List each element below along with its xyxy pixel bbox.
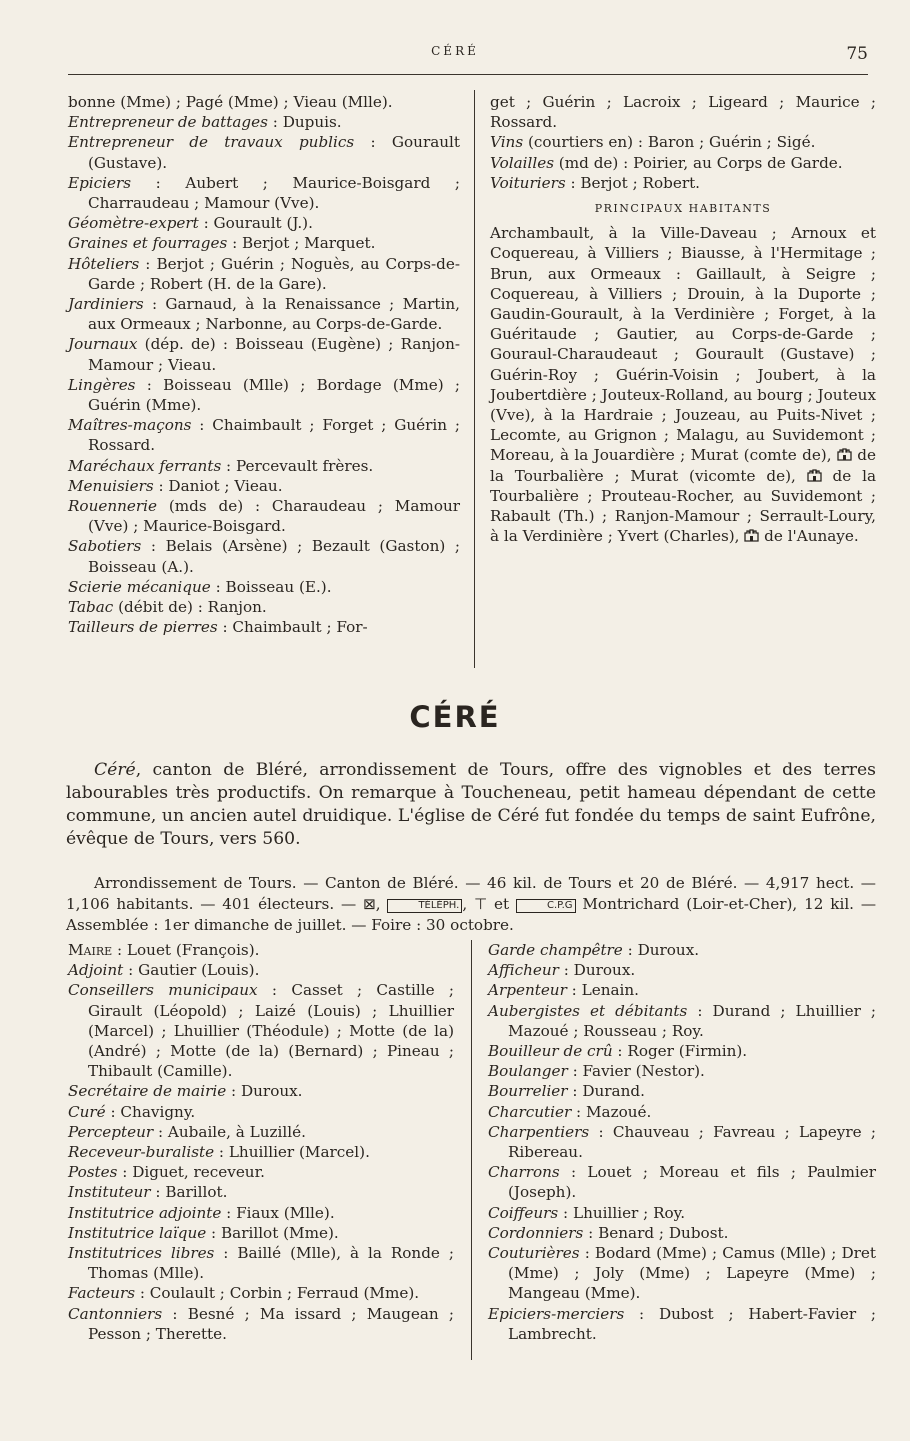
directory-column-top-left — [68, 92, 460, 637]
entry-label: Instituteur — [68, 1183, 151, 1202]
entry-text: : Duroux. — [558, 961, 636, 980]
entry-label: Institutrice adjointe — [68, 1203, 222, 1222]
directory-column-bottom-right — [488, 940, 876, 1344]
post-office-icon: ⊠ — [363, 895, 376, 913]
principaux-text-1: Archambault, à la Ville-Daveau ; Arnoux et Coquereau, à Villiers ; Biausse, à l'Hermitage ; Brun, aux Ormeaux : Gaillault, à Seigre ; Coquereau, à Villiers ; Drouin, à la Duporte ; Gaudin-Gourault, à la Verdinière ; Forget, à la Guéritaude ; Gautier, au Corps-de-Garde ; Gouraul-Charaudeaut ; Gourault (Gustave) ; Guérin-Roy ; Guérin-Voisin ; Joubert, à la Joubertdière ; Jouteux-Rolland, au bourg ; Jouteux (Vve), à la Hardraie ; Jouzeau, au Puits-Nivet ; Lecomte, au Grignon ; Malagu, au Suvidemont ; Moreau, à la Jouardière ; Murat (comte de), — [490, 224, 877, 465]
entry-label: Cordonniers — [488, 1223, 584, 1242]
entry-label: Charpentiers — [488, 1122, 590, 1141]
entry-text: : Mazoué. — [571, 1102, 652, 1121]
intro-rest: , canton de Bléré, arrondissement de Tours, offre des vignobles et des terres labourables très productifs. On remarque à Toucheneau, petit hameau dépendant de cette commune, un ancien autel druidique. L'église de Céré fut fondée du temps de saint Eufrône, évêque de Tours, vers 560. — [66, 760, 876, 849]
stats-part-a: Arrondissement de Tours. — Canton de Bléré. — 46 kil. de Tours et 20 de Bléré. — 4,917 hect. — 1,106 habitants. — 401 électeurs. — — [66, 874, 876, 913]
entry-label: Boulanger — [488, 1062, 568, 1081]
entry-text: (md de) : Poirier, au Corps de Garde. — [553, 153, 843, 172]
stats-paragraph: Arrondissement de Tours. — Canton de Bléré. — 46 kil. de Tours et 20 de Bléré. — 4,917 hect. — 1,106 habitants. — 401 électeurs. — ⊠, TÉLÉPH. , ⊤ et C.P.G Montrichard (Loir-et-Cher), 12 kil. — Assemblée : 1er dimanche de juillet. — Foire : 30 octobre. — [66, 874, 877, 934]
entry-text: : Garnaud, à la Renaissance ; Martin, aux Ormeaux ; Narbonne, au Corps-de-Garde. — [88, 295, 460, 334]
directory-entry — [490, 173, 876, 193]
intro-first-word: Céré — [94, 760, 136, 780]
entry-label: Facteurs — [68, 1284, 135, 1303]
directory-entry — [68, 1081, 454, 1101]
entry-text: : Duroux. — [622, 941, 700, 959]
commune-stats — [66, 873, 876, 936]
entry-label: Volailles — [490, 153, 554, 172]
castle-icon — [744, 529, 759, 542]
entry-text: (dép. de) : Boisseau (Eugène) ; Ranjon-Mamour ; Vieau. — [88, 335, 460, 374]
directory-entry — [490, 132, 876, 152]
directory-entry — [68, 577, 460, 597]
entry-text: : Barillot (Mme). — [206, 1223, 339, 1242]
column-divider-top — [474, 90, 475, 668]
entry-text: : Boisseau (E.). — [210, 577, 332, 596]
entry-text: (courtiers en) : Baron ; Guérin ; Sigé. — [523, 133, 816, 152]
entry-label: Coiffeurs — [488, 1203, 559, 1222]
entry-label: Cantonniers — [68, 1304, 163, 1323]
entry-label: Rouennerie — [68, 497, 158, 516]
entry-label: Secrétaire de mairie — [68, 1082, 227, 1101]
entry-label: Postes — [68, 1163, 118, 1182]
entry-label: Garde champêtre — [488, 941, 623, 959]
entry-label: Sabotiers — [68, 537, 142, 556]
directory-entry — [68, 940, 454, 960]
directory-entry — [68, 132, 460, 172]
directory-column-top-right — [490, 92, 876, 546]
entry-text: : Coulault ; Corbin ; Ferraud (Mme). — [135, 1284, 420, 1303]
directory-entry — [490, 153, 876, 173]
entry-text: : Barillot. — [150, 1183, 228, 1202]
directory-entry — [488, 1243, 876, 1304]
entry-text: : Berjot ; Guérin ; Noguès, au Corps-de-Garde ; Robert (H. de la Gare). — [88, 254, 460, 293]
entry-text: : Chaimbault ; For- — [217, 618, 368, 637]
entry-text: : Dupuis. — [267, 113, 342, 132]
directory-entry — [68, 980, 454, 1081]
entry-text: (débit de) : Ranjon. — [113, 598, 267, 617]
directory-entry — [68, 1102, 454, 1122]
directory-entry — [68, 334, 460, 374]
directory-entry — [68, 1283, 454, 1303]
entry-label: Jardiniers — [68, 295, 144, 314]
directory-entry — [68, 375, 460, 415]
entry-label: Institutrices libres — [68, 1244, 215, 1263]
entry-text: : Percevault frères. — [221, 456, 374, 475]
entry-text: : Berjot ; Robert. — [565, 173, 701, 192]
intro-paragraph — [66, 759, 876, 851]
directory-entry — [68, 1203, 454, 1223]
entry-label: Epiciers — [68, 173, 132, 192]
directory-entry — [488, 1304, 876, 1344]
directory-entry — [68, 254, 460, 294]
entry-label: Bourrelier — [488, 1082, 568, 1101]
entry-text: : Baillé (Mlle), à la Ronde ; Thomas (Mlle). — [88, 1244, 454, 1283]
principaux-heading: PRINCIPAUX HABITANTS — [594, 202, 772, 216]
entry-label: Tabac — [68, 598, 114, 617]
entry-text: : Lenain. — [566, 981, 640, 1000]
entry-label: Lingères — [68, 375, 136, 394]
entry-text: : Favier (Nestor). — [567, 1062, 705, 1081]
directory-entry — [488, 1001, 876, 1041]
directory-entry — [488, 940, 876, 960]
directory-entry — [68, 1223, 454, 1243]
directory-entry — [488, 1162, 876, 1202]
directory-entry — [68, 1243, 454, 1283]
entry-text: : Durand. — [567, 1082, 645, 1101]
entry-label: Géomètre-expert — [68, 214, 199, 233]
directory-entry — [68, 112, 460, 132]
entry-label: Percepteur — [68, 1122, 154, 1141]
entry-label: Entrepreneur de battages — [68, 113, 268, 132]
entry-text: : Fiaux (Mlle). — [221, 1203, 335, 1222]
directory-entry — [68, 476, 460, 496]
entry-text: : Boisseau (Mlle) ; Bordage (Mme) ; Guérin (Mme). — [88, 375, 460, 415]
directory-entry — [488, 1223, 876, 1243]
entry-label: Menuisiers — [68, 476, 154, 495]
entry-label: Couturières — [488, 1244, 580, 1263]
directory-entry — [488, 980, 876, 1000]
entry-text: : Duroux. — [226, 1082, 303, 1101]
entry-label: Tailleurs de pierres — [68, 618, 218, 637]
castle-icon — [837, 448, 852, 461]
principaux-text-3: de la Tourbalière ; Prouteau-Rocher, au Suvidemont ; Rabault (Th.) ; Ranjon-Mamour ; Serrault-Loury, à la Verdinière ; Yvert (Charles), — [490, 466, 877, 546]
entry-label: Vins — [490, 133, 524, 152]
entry-label: Aubergistes et débitants — [488, 1001, 688, 1020]
top-right-list — [490, 92, 876, 193]
entry-text: : Gourault (Gustave). — [88, 133, 460, 172]
entry-label: Arpenteur — [488, 981, 567, 1000]
entry-label: Scierie mécanique — [68, 577, 211, 596]
directory-entry — [488, 1041, 876, 1061]
directory-entry — [68, 1162, 454, 1182]
entry-label: Bouilleur de crû — [488, 1042, 613, 1061]
directory-entry — [488, 960, 876, 980]
section-title: CÉRÉ — [409, 700, 501, 734]
header-rule — [68, 74, 868, 75]
entry-text: (mds de) : Charaudeau ; Mamour (Vve) ; Maurice-Boisgard. — [88, 497, 460, 536]
directory-entry — [68, 496, 460, 536]
page-number: 75 — [846, 44, 868, 64]
directory-entry — [488, 1122, 876, 1162]
directory-entry — [488, 1102, 876, 1122]
directory-entry — [68, 536, 460, 576]
entry-label: Institutrice laïque — [68, 1223, 207, 1242]
entry-text: : Daniot ; Vieau. — [153, 476, 283, 495]
directory-entry — [488, 1203, 876, 1223]
entry-text: : Gourault (J.). — [198, 214, 313, 233]
entry-text: : Chaimbault ; Forget ; Guérin ; Rossard. — [88, 416, 460, 455]
directory-entry — [488, 1081, 876, 1101]
cpg-icon-box: C.P.G — [516, 899, 576, 913]
directory-entry — [68, 294, 460, 334]
entry-text: : Belais (Arsène) ; Bezault (Gaston) ; Boisseau (A.). — [88, 537, 460, 576]
castle-icon — [807, 469, 822, 482]
principaux-text-2: de la Tourbalière ; Murat (vicomte de), — [490, 446, 876, 485]
directory-entry — [68, 960, 454, 980]
entry-text: : Dubost ; Habert-Favier ; Lambrecht. — [508, 1304, 876, 1343]
directory-entry — [68, 1304, 454, 1344]
entry-text: : Bodard (Mme) ; Camus (Mlle) ; Dret (Mme) ; Joly (Mme) ; Lapeyre (Mme) ; Mangeau (Mme). — [508, 1244, 876, 1303]
directory-entry — [68, 597, 460, 617]
telephone-icon-box: TÉLÉPH. — [387, 899, 462, 913]
directory-entry — [488, 1061, 876, 1081]
entry-label: Afficheur — [488, 961, 559, 980]
entry-text: : Chavigny. — [105, 1102, 196, 1121]
entry-text: : Lhuillier (Marcel). — [214, 1143, 370, 1162]
entry-label: Graines et fourrages — [68, 234, 228, 253]
entry-label: Entrepreneur de travaux publics — [68, 133, 355, 152]
directory-entry — [68, 1142, 454, 1162]
directory-entry — [68, 233, 460, 253]
principaux-text-4: de l'Aunaye. — [759, 527, 859, 546]
directory-column-bottom-left — [68, 940, 454, 1344]
directory-entry — [68, 617, 460, 637]
entry-text: : Louet ; Moreau et fils ; Paulmier (Joseph). — [508, 1163, 876, 1202]
entry-text: : Gautier (Louis). — [123, 961, 260, 980]
entry-text: : Aubaile, à Luzillé. — [153, 1122, 306, 1141]
entry-text: : Durand ; Lhuillier ; Mazoué ; Rousseau ; Roy. — [508, 1001, 876, 1040]
entry-label: Hôteliers — [68, 254, 140, 273]
entry-label: Charcutier — [488, 1102, 572, 1121]
entry-text: : Chauveau ; Favreau ; Lapeyre ; Ribereau. — [508, 1122, 876, 1162]
directory-entry — [68, 213, 460, 233]
principaux-habitants — [490, 223, 876, 546]
entry-text: : Besné ; Ma issard ; Maugean ; Pesson ; Therette. — [88, 1304, 454, 1343]
entry-text: : Lhuillier ; Roy. — [558, 1203, 686, 1222]
directory-entry — [68, 173, 460, 213]
directory-entry — [68, 1182, 454, 1202]
entry-text: : Louet (François). — [112, 941, 260, 959]
entry-label: Maire — [68, 941, 113, 959]
entry-label: Voituriers — [490, 173, 566, 192]
entry-text: : Roger (Firmin). — [612, 1042, 748, 1061]
directory-entry: get ; Guérin ; Lacroix ; Ligeard ; Maurice ; Rossard. — [490, 93, 876, 132]
directory-entry — [68, 415, 460, 455]
entry-label: Maréchaux ferrants — [68, 456, 222, 475]
entry-label: Receveur-buraliste — [68, 1143, 215, 1162]
entry-label: Conseillers municipaux — [68, 981, 258, 1000]
commune-intro — [66, 759, 876, 851]
entry-text: : Benard ; Dubost. — [583, 1223, 729, 1242]
column-divider-bottom — [471, 940, 472, 1360]
entry-label: Charrons — [488, 1163, 560, 1182]
entry-label: Epiciers-merciers — [488, 1304, 625, 1323]
entry-text: : Casset ; Castille ; Girault (Léopold) ; Laizé (Louis) ; Lhuillier (Marcel) ; Lhuillier (Théodule) ; Motte (de la) (André) ; Motte (de la) (Bernard) ; Pineau ; Thibault (Camille). — [88, 981, 455, 1081]
directory-entry — [68, 1122, 454, 1142]
entry-label: Adjoint — [68, 961, 124, 980]
entry-text: : Aubert ; Maurice-Boisgard ; Charraudeau ; Mamour (Vve). — [88, 173, 460, 213]
entry-text: : Diguet, receveur. — [117, 1163, 266, 1182]
directory-entry — [68, 456, 460, 476]
directory-entry: bonne (Mme) ; Pagé (Mme) ; Vieau (Mlle). — [68, 93, 393, 111]
running-title: CÉRÉ — [431, 44, 479, 58]
entry-label: Maîtres-maçons — [68, 416, 192, 435]
telegraph-icon: ⊤ — [473, 895, 488, 913]
stats-part-b: Montrichard (Loir-et-Cher), 12 kil. — Assemblée : 1er dimanche de juillet. — Foire : 30 octobre. — [66, 895, 877, 934]
entry-text: : Berjot ; Marquet. — [227, 234, 376, 253]
entry-label: Curé — [68, 1102, 106, 1121]
entry-label: Journaux — [68, 335, 138, 354]
